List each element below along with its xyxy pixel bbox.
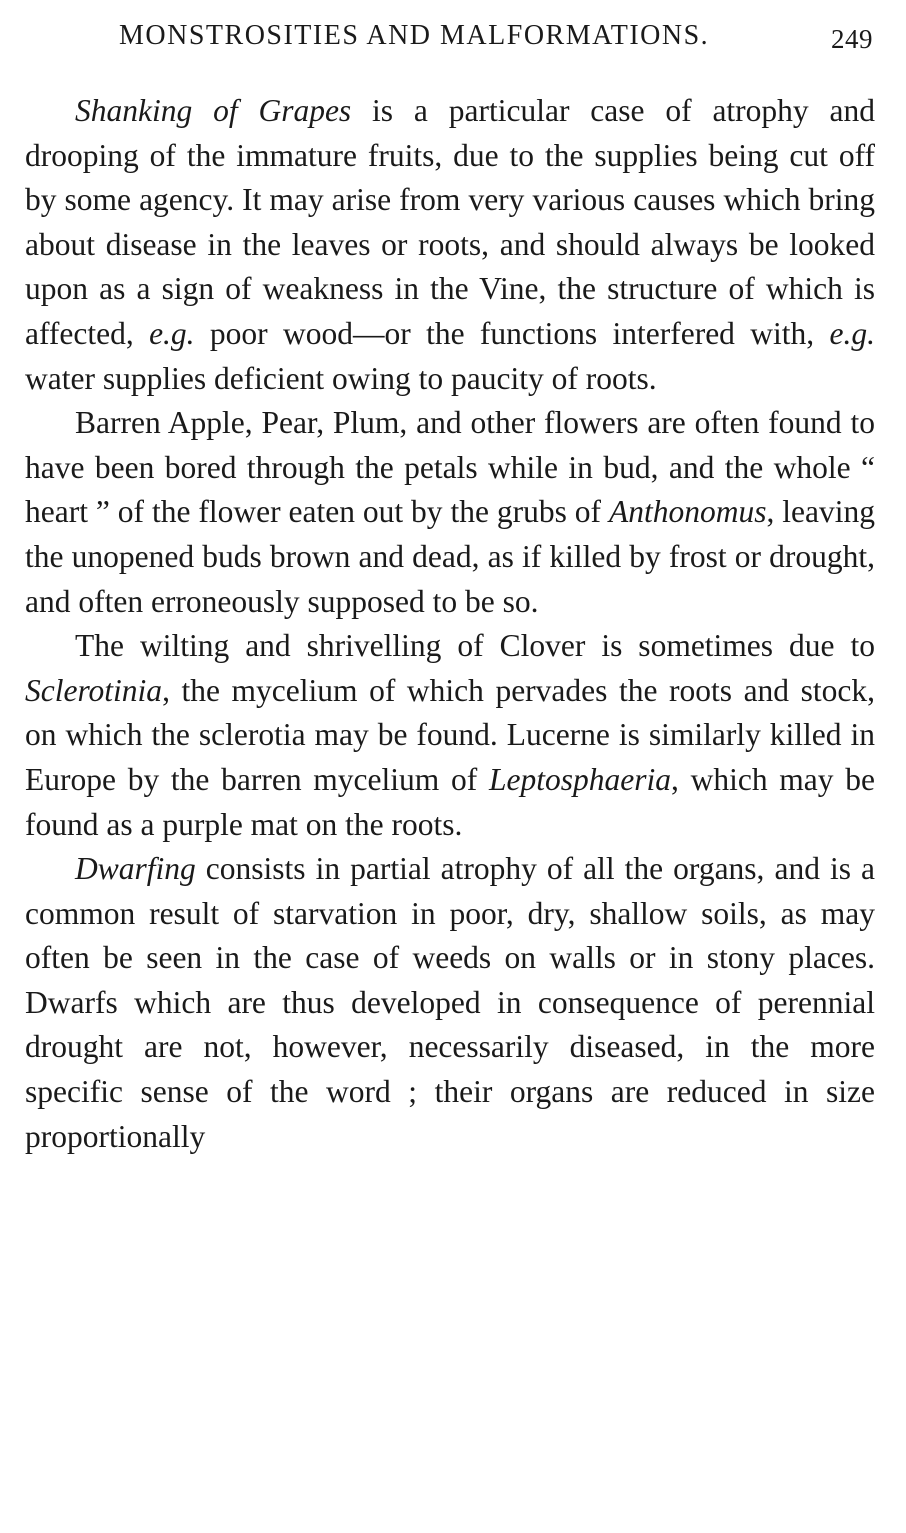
paragraph-text: consists in partial atrophy of all the organs, and is a common result of starvation in poor, dry, shallow soils, as may often be seen in the case of weeds on walls or in stony places. Dwarfs which are thus developed in consequence of perennial drought are not, however, necessarily diseased, in the more specific sense of the word ; their organs are reduced in size proportionally (25, 851, 875, 1154)
body-text (25, 89, 875, 1159)
paragraph-text: Barren Apple, Pear, Plum, and other flowers are often found to have been bored through the petals while in bud, and the whole “ heart ” of the flower eaten out by the grubs of (25, 405, 875, 530)
term-leptosphaeria: Leptosphaeria (488, 761, 671, 797)
paragraph-text: The wilting and shrivelling of Clover is sometimes due to (75, 628, 875, 664)
paragraph-clover-wilting (25, 624, 875, 847)
term-dwarfing: Dwarfing (75, 851, 196, 887)
paragraph-text: is a particular case of atrophy and drooping of the immature fruits, due to the supplies being cut off by some agency. It may arise from very various causes which bring about disease in the leaves or roots, and should always be looked upon as a sign of weakness in the Vine, the structure of which is affected, (25, 93, 875, 351)
paragraph-text: , the mycelium of which pervades the roots and stock, on which the sclerotia may be found. Lucerne is similarly killed in Europe by the barren mycelium of (25, 672, 875, 797)
running-title: MONSTROSITIES AND MALFORMATIONS. (119, 20, 710, 51)
paragraph-text: , which may be found as a purple mat on the roots. (25, 761, 875, 842)
page-number: 249 (831, 24, 873, 54)
term-sclerotinia: Sclerotinia (25, 672, 163, 708)
abbrev-eg: e.g. (829, 315, 875, 351)
running-head (25, 18, 875, 60)
paragraph-dwarfing (25, 847, 875, 1159)
paragraph-text: water supplies deficient owing to paucity of roots. (25, 360, 657, 396)
paragraph-barren-flowers (25, 401, 875, 624)
term-shanking-of-grapes: Shanking of Grapes (75, 93, 352, 128)
abbrev-eg: e.g. (149, 315, 195, 351)
paragraph-text: poor wood—or the functions interfered with, (194, 315, 830, 351)
paragraph-shanking-of-grapes (25, 89, 875, 401)
paragraph-text: , leaving the unopened buds brown and dead, as if killed by frost or drought, and often erroneously supposed to be so. (25, 494, 876, 619)
book-page (25, 18, 875, 1159)
term-anthonomus: Anthonomus (608, 494, 767, 530)
